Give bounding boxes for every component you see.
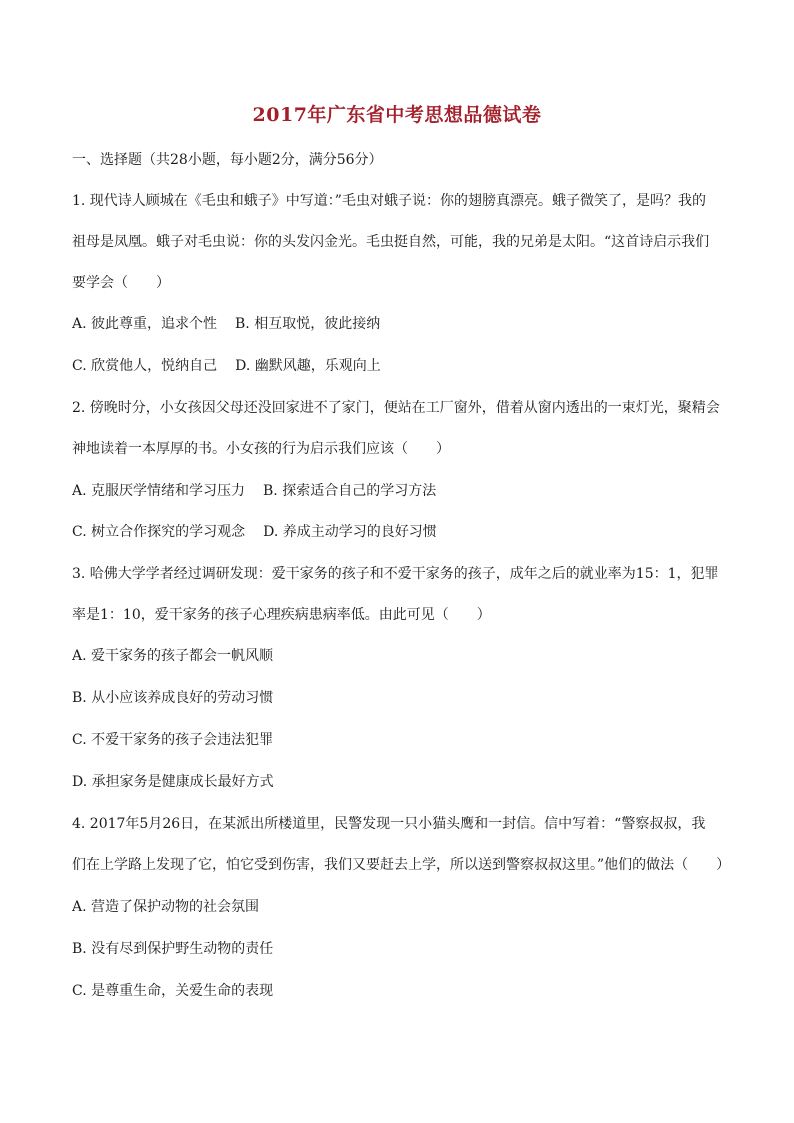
question-2-option-a: A. 克服厌学情绪和学习压力 [72,483,246,499]
question-1-option-b: B. 相互取悦，彼此接纳 [235,316,381,332]
question-2-option-b: B. 探索适合自己的学习方法 [263,483,437,499]
question-3-option-c: C. 不爱干家务的孩子会违法犯罪 [72,732,274,748]
question-1-stem-line-3: 要学会（ ） [72,275,170,291]
question-1-option-c: C. 欣赏他人，悦纳自己 [72,358,218,374]
question-1-option-d: D. 幽默风趣，乐观向上 [235,358,381,374]
question-4-option-c: C. 是尊重生命，关爱生命的表现 [72,983,274,999]
section-heading: 一、选择题（共28小题，每小题2分，满分56分） [72,152,383,168]
question-2-option-d: D. 养成主动学习的良好习惯 [263,524,437,540]
question-3-stem-line-2: 率是1：10，爱干家务的孩子心理疾病患病率低。由此可见（ ） [72,607,491,623]
question-2-options-row-1 [72,481,732,501]
question-2-option-c: C. 树立合作探究的学习观念 [72,524,246,540]
question-1-stem-line-2: 祖母是凤凰。蛾子对毛虫说：你的头发闪金光。毛虫挺自然，可能，我的兄弟是太阳。“这首诗启示我们 [72,234,710,250]
question-1-options-row-1 [72,314,732,334]
question-4-stem-line-2: 们在上学路上发现了它，怕它受到伤害，我们又要赶去上学，所以送到警察叔叔这里。”他们的做法（ ） [72,857,731,873]
question-1-option-a: A. 彼此尊重，追求个性 [72,316,218,332]
question-4-option-b: B. 没有尽到保护野生动物的责任 [72,941,274,957]
question-4-stem-line-1: 4. 2017年5月26日，在某派出所楼道里，民警发现一只小猫头鹰和一封信。信中写着：“警察叔叔，我 [72,816,706,832]
question-2-options-row-2 [72,522,732,542]
question-3-option-d: D. 承担家务是健康成长最好方式 [72,774,274,790]
document-title: 2017年广东省中考思想品德试卷 [252,104,542,126]
question-3-stem-line-1: 3. 哈佛大学学者经过调研发现：爱干家务的孩子和不爱干家务的孩子，成年之后的就业率为15：1，犯罪 [72,566,719,582]
question-1-options-row-2 [72,356,732,376]
question-4-option-a: A. 营造了保护动物的社会氛围 [72,899,260,915]
question-3-option-a: A. 爱干家务的孩子都会一帆风顺 [72,648,274,664]
question-2-stem-line-2: 神地读着一本厚厚的书。小女孩的行为启示我们应该（ ） [72,441,450,457]
question-1-stem-line-1: 1. 现代诗人顾城在《毛虫和蛾子》中写道：”毛虫对蛾子说：你的翅膀真漂亮。蛾子微笑了，是吗？我的 [72,193,706,209]
question-3-option-b: B. 从小应该养成良好的劳动习惯 [72,690,274,706]
question-2-stem-line-1: 2. 傍晚时分，小女孩因父母还没回家进不了家门，便站在工厂窗外，借着从窗内透出的一束灯光，聚精会 [72,400,720,416]
